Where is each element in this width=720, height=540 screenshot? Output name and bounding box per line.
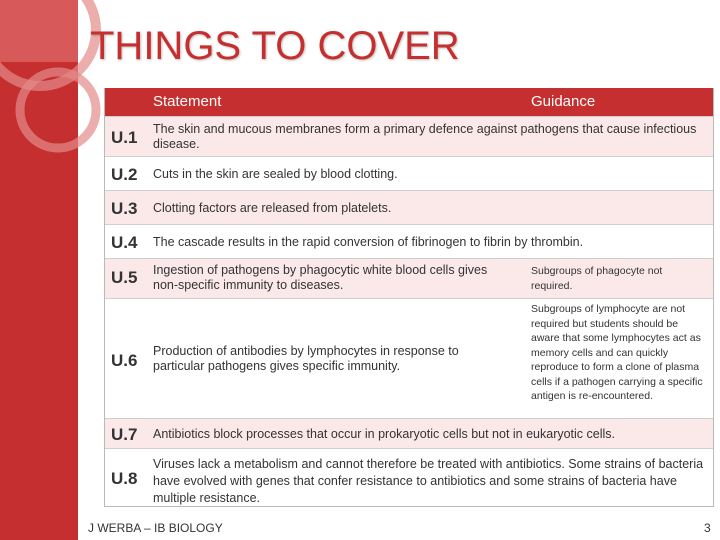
row-code: U.2	[111, 165, 138, 184]
row-statement: Production of antibodies by lymphocytes in response to particular pathogens gives specific immunity.	[153, 344, 459, 373]
slide-title: THINGS TO COVER	[90, 24, 460, 68]
row-guidance: Subgroups of lymphocyte are not required but students should be aware that some lymphocytes act as memory cells and can quickly reproduce to form a clone of plasma cells if a pathogen carrying a specific antigen is re-encountered.	[531, 303, 703, 402]
table-row	[105, 448, 713, 507]
header-guidance: Guidance	[531, 93, 596, 110]
table-row	[105, 298, 713, 419]
header-statement: Statement	[153, 93, 222, 110]
row-statement: Clotting factors are released from platelets.	[153, 201, 392, 215]
row-code: U.8	[111, 469, 138, 488]
row-code: U.7	[111, 425, 138, 444]
row-code: U.1	[111, 128, 138, 147]
row-code: U.3	[111, 199, 138, 218]
row-code: U.6	[111, 351, 138, 370]
row-guidance: Subgroups of phagocyte not required.	[531, 265, 663, 292]
page-number: 3	[704, 521, 711, 535]
table-row	[105, 156, 713, 191]
footer-credit: J WERBA – IB BIOLOGY	[88, 521, 223, 535]
table-row	[105, 224, 713, 259]
row-statement: The skin and mucous membranes form a primary defence against pathogens that cause infectious disease.	[153, 122, 697, 151]
row-statement: Viruses lack a metabolism and cannot therefore be treated with antibiotics. Some strains of bacteria have evolved with genes that confer resistance to antibiotics and some strains of bacteria have multiple resistance.	[153, 457, 704, 505]
row-code: U.4	[111, 233, 138, 252]
table-row	[105, 190, 713, 225]
table-row	[105, 116, 713, 157]
table-row	[105, 418, 713, 449]
row-statement: Ingestion of pathogens by phagocytic white blood cells gives non-specific immunity to diseases.	[153, 263, 488, 292]
understandings-table	[104, 88, 714, 507]
table-row	[105, 258, 713, 299]
decorative-top-block	[0, 0, 78, 62]
table-header	[105, 88, 713, 116]
row-statement: Antibiotics block processes that occur in prokaryotic cells but not in eukaryotic cells.	[153, 427, 616, 441]
row-statement: Cuts in the skin are sealed by blood clotting.	[153, 167, 398, 181]
row-code: U.5	[111, 268, 138, 287]
row-statement: The cascade results in the rapid conversion of fibrinogen to fibrin by thrombin.	[153, 235, 584, 249]
